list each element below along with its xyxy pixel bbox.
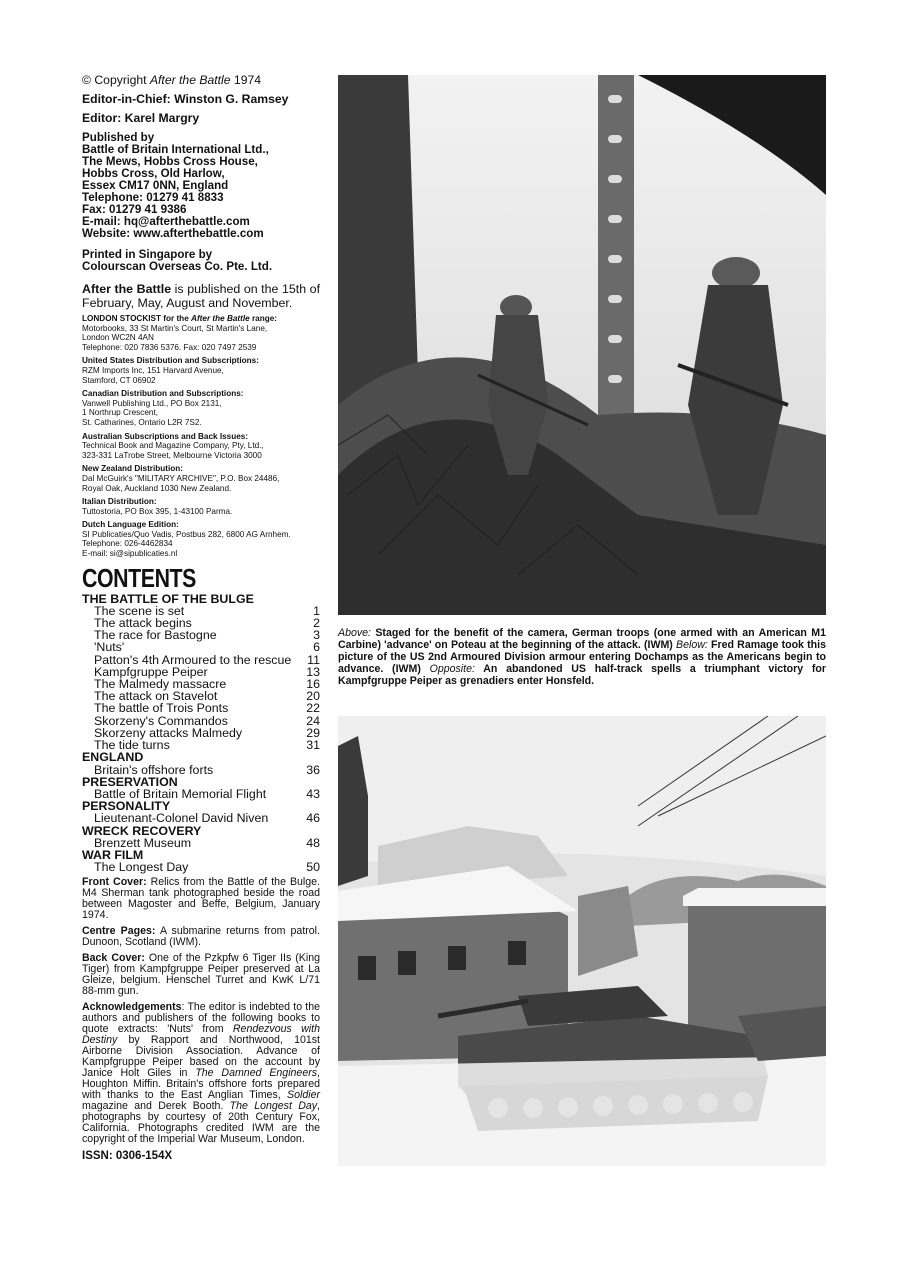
- cover-notes: [82, 877, 320, 1145]
- photo-caption: Above: Staged for the benefit of the camera, German troops (one armed with an American M1 Carbine) 'advance' on Poteau at the beginning of the attack. (IWM) Below: Fred Ramage took this picture of the US 2nd Armoured Division armour entering Dochamps as the Americans begin to advance. (IWM) Opposite: An abandoned US half-track spells a triumphant victory for Kampfgruppe Peiper as grenadiers enter Honsfeld.: [338, 627, 826, 687]
- toc-section-heading: WAR FILM: [82, 847, 144, 862]
- toc-section-heading: THE BATTLE OF THE BULGE: [82, 591, 254, 606]
- front-cover-note: Front Cover: Relics from the Battle of the Bulge. M4 Sherman tank photographed beside the road between Magoster and Beffe, Belgium, January 1974.: [82, 876, 320, 922]
- toc-item[interactable]: The scene is set 1: [94, 603, 320, 618]
- acknowledgements: Acknowledgements: The editor is indebted to the authors and publishers of the following books to quote extracts: 'Nuts' from Rendezvous with Destiny by Rapport and Northwood, 101st Airborne Division Association. Advance of Kampfgruppe Peiper based on the account by Janice Holt Giles in The Damned Engineers, Houghton Miffin. Britain's offshore forts prepared with thanks to the East Anglian Times, Soldier magazine and Derek Booth. The Longest Day, photographs by courtesy of 20th Century Fox, California. Photographs credited IWM are the copyright of the Imperial War Museum, London.: [82, 1001, 320, 1146]
- distribution-list: [82, 314, 320, 559]
- distribution-entry: New Zealand Distribution: Dal McGuirk's "MILITARY ARCHIVE", P.O. Box 24486, Royal Oak, Auckland 1030 New Zealand.: [82, 464, 280, 493]
- toc-item[interactable]: The race for Bastogne 3: [94, 628, 320, 643]
- toc-item[interactable]: Patton's 4th Armoured to the rescue 11: [94, 652, 320, 667]
- photo-tank-dochamps-image: [338, 716, 826, 1166]
- toc-item[interactable]: The attack on Stavelot 20: [94, 689, 320, 704]
- toc-item[interactable]: The Malmedy massacre 16: [94, 677, 320, 692]
- toc-item[interactable]: The tide turns 31: [94, 738, 320, 753]
- photo-german-troops: [338, 75, 826, 615]
- toc-item[interactable]: Lieutenant-Colonel David Niven 46: [94, 811, 320, 826]
- editor: Editor: Karel Margry: [82, 111, 200, 125]
- toc-item[interactable]: Skorzeny's Commandos 24: [94, 713, 320, 728]
- table-of-contents: [82, 593, 320, 874]
- issn: ISSN: 0306-154X: [82, 1150, 173, 1163]
- toc-section-heading: PERSONALITY: [82, 799, 171, 814]
- contents-title: CONTENTS: [82, 562, 196, 593]
- centre-pages-note: Centre Pages: A submarine returns from patrol. Dunoon, Scotland (IWM).: [82, 925, 320, 949]
- toc-section-heading: WRECK RECOVERY: [82, 823, 202, 838]
- distribution-entry: United States Distribution and Subscriptions: RZM Imports Inc, 151 Harvard Avenue, Stamford, CT 06902: [82, 356, 259, 385]
- toc-section-heading: PRESERVATION: [82, 774, 178, 789]
- toc-item[interactable]: Battle of Britain Memorial Flight 43: [94, 786, 320, 801]
- toc-item[interactable]: Kampfgruppe Peiper 13: [94, 664, 320, 679]
- publisher-block: Published by Battle of Britain International Ltd., The Mews, Hobbs Cross House, Hobbs Cross, Old Harlow, Essex CM17 0NN, England Telephone: 01279 41 8833 Fax: 01279 41 9386 E-mail: hq@afterthebattle.com Website: www.afterthebattle.com: [82, 131, 269, 240]
- photo-german-troops-image: [338, 75, 826, 615]
- distribution-entry: Italian Distribution: Tuttostoria, PO Box 395, 1-43100 Parma.: [82, 497, 233, 516]
- copyright-line: © Copyright After the Battle 1974: [82, 73, 262, 87]
- distribution-entry: Dutch Language Edition: SI Publicaties/Quo Vadis, Postbus 282, 6800 AG Arnhem. Telephone: 026-4462834 E-mail: si@sipublicaties.nl: [82, 520, 291, 559]
- publication-schedule: After the Battle is published on the 15th of February, May, August and November.: [82, 282, 321, 310]
- toc-item[interactable]: 'Nuts' 6: [94, 640, 320, 655]
- printer-block: Printed in Singapore by Colourscan Overseas Co. Pte. Ltd.: [82, 248, 273, 273]
- photo-tank-dochamps: [338, 716, 826, 1166]
- toc-item[interactable]: Britain's offshore forts 36: [94, 762, 320, 777]
- left-column: [82, 72, 320, 1162]
- toc-item[interactable]: Brenzett Museum 48: [94, 835, 320, 850]
- editor-in-chief: Editor-in-Chief: Winston G. Ramsey: [82, 92, 289, 106]
- toc-item[interactable]: The battle of Trois Ponts 22: [94, 701, 320, 716]
- distribution-entry: Canadian Distribution and Subscriptions: Vanwell Publishing Ltd., PO Box 2131, 1 Northrup Crescent, St. Catharines, Ontario L2R 7S2.: [82, 389, 244, 427]
- toc-item[interactable]: Skorzeny attacks Malmedy 29: [94, 725, 320, 740]
- distribution-entry: Australian Subscriptions and Back Issues: Technical Book and Magazine Company, Pty, Ltd., 323-331 LaTrobe Street, Melbourne Victoria 3000: [82, 431, 264, 460]
- toc-item[interactable]: The Longest Day 50: [94, 860, 320, 875]
- back-cover-note: Back Cover: One of the Pzkpfw 6 Tiger IIs (King Tiger) from Kampfgruppe Peiper preserved at La Gleize, belgium. Henschel Turret and KwK L/71 88-mm gun.: [82, 952, 320, 998]
- toc-section-heading: ENGLAND: [82, 750, 144, 765]
- distribution-entry: LONDON STOCKIST for the After the Battle range: Motorbooks, 33 St Martin's Court, St Martin's Lane, London WC2N 4AN Telephone: 020 7836 5376. Fax: 020 7497 2539: [82, 314, 278, 352]
- toc-item[interactable]: The attack begins 2: [94, 616, 320, 631]
